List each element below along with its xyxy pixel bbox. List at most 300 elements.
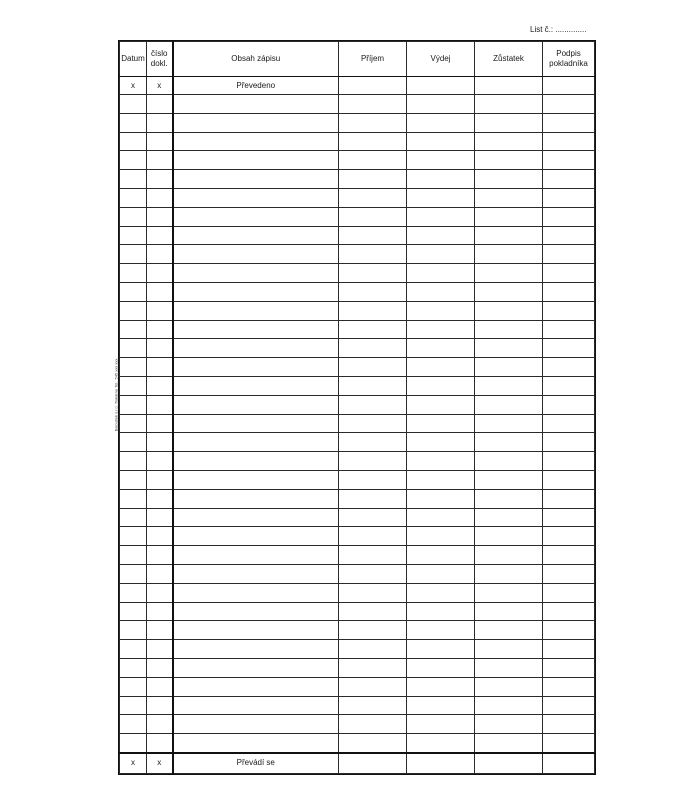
cell-income xyxy=(339,470,407,489)
cell-signature xyxy=(543,696,595,715)
carry-over-doc: x xyxy=(147,753,173,774)
cell-doc xyxy=(147,452,173,471)
cell-income xyxy=(339,602,407,621)
cell-income xyxy=(339,527,407,546)
cell-doc xyxy=(147,320,173,339)
cell-signature xyxy=(543,452,595,471)
carried-forward-row xyxy=(120,77,595,95)
cell-signature xyxy=(543,734,595,753)
carry-over-date: x xyxy=(120,753,147,774)
cell-doc xyxy=(147,414,173,433)
cell-income xyxy=(339,583,407,602)
printer-imprint: Baloušek s.r.o. Tiskárna Tel.: 545 xxx xxx xyxy=(113,358,119,432)
cell-expense xyxy=(407,113,475,132)
cell-expense xyxy=(407,433,475,452)
table-row xyxy=(120,282,595,301)
cell-doc xyxy=(147,95,173,114)
table-row xyxy=(120,583,595,602)
cell-date xyxy=(120,734,147,753)
cell-signature xyxy=(543,621,595,640)
table-row xyxy=(120,414,595,433)
cell-income xyxy=(339,245,407,264)
table-row xyxy=(120,508,595,527)
cell-content xyxy=(173,564,339,583)
cell-balance xyxy=(475,376,543,395)
cell-doc xyxy=(147,113,173,132)
cell-income xyxy=(339,677,407,696)
cell-doc xyxy=(147,677,173,696)
cell-balance xyxy=(475,301,543,320)
cell-expense xyxy=(407,170,475,189)
cell-signature xyxy=(543,583,595,602)
cell-doc xyxy=(147,489,173,508)
cell-expense xyxy=(407,395,475,414)
cell-doc xyxy=(147,170,173,189)
cell-content xyxy=(173,527,339,546)
cell-doc xyxy=(147,546,173,565)
cell-signature xyxy=(543,264,595,283)
carried-forward-label: Převedeno xyxy=(173,77,339,95)
header-expense: Výdej xyxy=(407,42,475,77)
cell-balance xyxy=(475,207,543,226)
cell-content xyxy=(173,395,339,414)
table-row xyxy=(120,151,595,170)
cell-expense xyxy=(407,358,475,377)
cell-income xyxy=(339,95,407,114)
table-row xyxy=(120,301,595,320)
table-row xyxy=(120,677,595,696)
cell-balance xyxy=(475,470,543,489)
cell-content xyxy=(173,470,339,489)
table-row xyxy=(120,433,595,452)
cell-balance xyxy=(475,452,543,471)
table-row xyxy=(120,132,595,151)
cell-date xyxy=(120,640,147,659)
cell-expense xyxy=(407,696,475,715)
cell-income xyxy=(339,546,407,565)
cell-income xyxy=(339,715,407,734)
cell-balance xyxy=(475,188,543,207)
cell-doc xyxy=(147,207,173,226)
cell-date xyxy=(120,527,147,546)
cell-content xyxy=(173,658,339,677)
cell-doc xyxy=(147,151,173,170)
cell-doc xyxy=(147,658,173,677)
cell-expense xyxy=(407,508,475,527)
cell-signature xyxy=(543,113,595,132)
cell-balance xyxy=(475,95,543,114)
cell-doc xyxy=(147,301,173,320)
cell-content xyxy=(173,546,339,565)
cell-signature xyxy=(543,395,595,414)
table-row xyxy=(120,264,595,283)
cell-income xyxy=(339,564,407,583)
cell-date xyxy=(120,188,147,207)
cell-date xyxy=(120,207,147,226)
cell-doc xyxy=(147,564,173,583)
cell-signature xyxy=(543,132,595,151)
cell-balance xyxy=(475,339,543,358)
cell-balance xyxy=(475,132,543,151)
cell-content xyxy=(173,677,339,696)
cell-content xyxy=(173,452,339,471)
table-row xyxy=(120,339,595,358)
header-content: Obsah zápisu xyxy=(173,42,339,77)
cell-date xyxy=(120,452,147,471)
cell-expense xyxy=(407,677,475,696)
table-row xyxy=(120,527,595,546)
cell-income xyxy=(339,207,407,226)
cell-signature xyxy=(543,282,595,301)
cell-signature xyxy=(543,527,595,546)
cell-content xyxy=(173,583,339,602)
table-row xyxy=(120,489,595,508)
cell-balance xyxy=(475,621,543,640)
cell-balance xyxy=(475,696,543,715)
cell-content xyxy=(173,207,339,226)
cell-date xyxy=(120,320,147,339)
cell-expense xyxy=(407,376,475,395)
carry-over-expense xyxy=(407,753,475,774)
cell-content xyxy=(173,301,339,320)
cell-income xyxy=(339,170,407,189)
cell-content xyxy=(173,489,339,508)
cell-income xyxy=(339,339,407,358)
cell-content xyxy=(173,696,339,715)
cell-content xyxy=(173,358,339,377)
table-row xyxy=(120,715,595,734)
cell-signature xyxy=(543,470,595,489)
cell-date xyxy=(120,696,147,715)
cell-doc xyxy=(147,583,173,602)
cell-doc xyxy=(147,602,173,621)
cell-doc xyxy=(147,433,173,452)
table-row xyxy=(120,245,595,264)
sheet-number-label: List č.: .............. xyxy=(530,25,587,34)
cell-signature xyxy=(543,414,595,433)
cell-date xyxy=(120,414,147,433)
cell-income xyxy=(339,696,407,715)
cell-signature xyxy=(543,207,595,226)
cell-expense xyxy=(407,95,475,114)
cell-expense xyxy=(407,602,475,621)
cell-date xyxy=(120,113,147,132)
table-row xyxy=(120,376,595,395)
table-header-row xyxy=(120,42,595,77)
cell-income xyxy=(339,320,407,339)
cell-content xyxy=(173,734,339,753)
cell-date xyxy=(120,151,147,170)
cell-doc xyxy=(147,715,173,734)
cell-balance xyxy=(475,546,543,565)
table-row xyxy=(120,188,595,207)
cell-balance xyxy=(475,658,543,677)
cell-date xyxy=(120,508,147,527)
cell-income xyxy=(339,640,407,659)
cell-income xyxy=(339,621,407,640)
cell-income xyxy=(339,113,407,132)
cell-signature xyxy=(543,376,595,395)
table-row xyxy=(120,564,595,583)
cell-income xyxy=(339,658,407,677)
cell-expense xyxy=(407,132,475,151)
cell-date xyxy=(120,264,147,283)
table-row xyxy=(120,226,595,245)
cell-expense xyxy=(407,339,475,358)
cell-balance xyxy=(475,489,543,508)
cell-signature xyxy=(543,95,595,114)
cell-content xyxy=(173,188,339,207)
cell-balance xyxy=(475,564,543,583)
cell-income xyxy=(339,395,407,414)
cell-income xyxy=(339,282,407,301)
carried-forward-date: x xyxy=(120,77,147,95)
cell-expense xyxy=(407,207,475,226)
cell-income xyxy=(339,264,407,283)
cell-doc xyxy=(147,339,173,358)
cell-date xyxy=(120,470,147,489)
cell-income xyxy=(339,414,407,433)
table-row xyxy=(120,696,595,715)
table-row xyxy=(120,95,595,114)
carry-over-signature xyxy=(543,753,595,774)
cell-doc xyxy=(147,696,173,715)
table-row xyxy=(120,546,595,565)
cell-doc xyxy=(147,282,173,301)
cell-doc xyxy=(147,226,173,245)
cell-doc xyxy=(147,264,173,283)
cell-income xyxy=(339,188,407,207)
cell-date xyxy=(120,433,147,452)
cell-doc xyxy=(147,188,173,207)
cell-date xyxy=(120,339,147,358)
cell-expense xyxy=(407,583,475,602)
carry-over-row xyxy=(120,753,595,774)
cell-signature xyxy=(543,433,595,452)
cell-doc xyxy=(147,376,173,395)
cell-balance xyxy=(475,508,543,527)
cell-income xyxy=(339,358,407,377)
cell-balance xyxy=(475,226,543,245)
cell-content xyxy=(173,95,339,114)
cell-doc xyxy=(147,358,173,377)
cell-content xyxy=(173,226,339,245)
cell-date xyxy=(120,301,147,320)
cell-signature xyxy=(543,339,595,358)
cell-doc xyxy=(147,527,173,546)
cell-balance xyxy=(475,113,543,132)
carried-forward-balance xyxy=(475,77,543,95)
cell-balance xyxy=(475,640,543,659)
cell-content xyxy=(173,245,339,264)
cell-signature xyxy=(543,715,595,734)
cell-content xyxy=(173,339,339,358)
cell-content xyxy=(173,433,339,452)
cell-signature xyxy=(543,320,595,339)
table-row xyxy=(120,358,595,377)
carry-over-label: Převádí se xyxy=(173,753,339,774)
table-row xyxy=(120,113,595,132)
table-row xyxy=(120,734,595,753)
cash-ledger-table xyxy=(119,41,595,774)
table-row xyxy=(120,320,595,339)
cell-expense xyxy=(407,414,475,433)
cell-expense xyxy=(407,188,475,207)
cell-signature xyxy=(543,546,595,565)
cell-signature xyxy=(543,358,595,377)
cell-expense xyxy=(407,282,475,301)
cell-expense xyxy=(407,564,475,583)
cell-expense xyxy=(407,621,475,640)
table-row xyxy=(120,640,595,659)
carried-forward-doc: x xyxy=(147,77,173,95)
cell-expense xyxy=(407,658,475,677)
cell-income xyxy=(339,452,407,471)
header-balance: Zůstatek xyxy=(475,42,543,77)
cell-income xyxy=(339,508,407,527)
cell-balance xyxy=(475,583,543,602)
cell-content xyxy=(173,113,339,132)
header-income: Příjem xyxy=(339,42,407,77)
cell-date xyxy=(120,564,147,583)
cell-signature xyxy=(543,564,595,583)
cell-income xyxy=(339,151,407,170)
cell-date xyxy=(120,715,147,734)
cell-signature xyxy=(543,151,595,170)
cell-date xyxy=(120,376,147,395)
cell-signature xyxy=(543,226,595,245)
cell-date xyxy=(120,245,147,264)
cell-balance xyxy=(475,527,543,546)
cell-date xyxy=(120,489,147,508)
table-row xyxy=(120,170,595,189)
cell-balance xyxy=(475,734,543,753)
cell-content xyxy=(173,621,339,640)
cell-content xyxy=(173,132,339,151)
cell-expense xyxy=(407,245,475,264)
cell-date xyxy=(120,677,147,696)
cell-signature xyxy=(543,508,595,527)
cell-income xyxy=(339,489,407,508)
table-row xyxy=(120,395,595,414)
cell-expense xyxy=(407,320,475,339)
cell-doc xyxy=(147,132,173,151)
cell-income xyxy=(339,301,407,320)
carried-forward-signature xyxy=(543,77,595,95)
cell-date xyxy=(120,602,147,621)
cell-content xyxy=(173,376,339,395)
cell-expense xyxy=(407,527,475,546)
cell-date xyxy=(120,95,147,114)
cell-date xyxy=(120,621,147,640)
cell-balance xyxy=(475,414,543,433)
cell-expense xyxy=(407,452,475,471)
cell-expense xyxy=(407,151,475,170)
cell-content xyxy=(173,508,339,527)
cell-signature xyxy=(543,602,595,621)
cell-expense xyxy=(407,264,475,283)
cell-expense xyxy=(407,546,475,565)
cell-doc xyxy=(147,245,173,264)
cell-expense xyxy=(407,301,475,320)
cell-signature xyxy=(543,640,595,659)
cell-balance xyxy=(475,245,543,264)
cell-date xyxy=(120,170,147,189)
cell-signature xyxy=(543,301,595,320)
cell-date xyxy=(120,226,147,245)
cell-date xyxy=(120,282,147,301)
carry-over-income xyxy=(339,753,407,774)
cell-balance xyxy=(475,320,543,339)
cell-signature xyxy=(543,170,595,189)
header-signature: Podpis pokladníka xyxy=(543,42,595,77)
cell-expense xyxy=(407,489,475,508)
cell-doc xyxy=(147,734,173,753)
cell-balance xyxy=(475,282,543,301)
cell-signature xyxy=(543,245,595,264)
cell-date xyxy=(120,583,147,602)
cell-date xyxy=(120,132,147,151)
cell-income xyxy=(339,132,407,151)
cell-income xyxy=(339,433,407,452)
cell-content xyxy=(173,414,339,433)
cell-content xyxy=(173,282,339,301)
table-row xyxy=(120,452,595,471)
cell-date xyxy=(120,658,147,677)
cell-date xyxy=(120,358,147,377)
carried-forward-income xyxy=(339,77,407,95)
cell-expense xyxy=(407,226,475,245)
cell-content xyxy=(173,715,339,734)
cell-signature xyxy=(543,188,595,207)
table-row xyxy=(120,470,595,489)
table-row xyxy=(120,658,595,677)
cell-signature xyxy=(543,677,595,696)
cell-balance xyxy=(475,264,543,283)
table-row xyxy=(120,602,595,621)
cell-balance xyxy=(475,170,543,189)
cell-expense xyxy=(407,734,475,753)
cell-income xyxy=(339,226,407,245)
cell-income xyxy=(339,376,407,395)
table-row xyxy=(120,207,595,226)
cell-expense xyxy=(407,715,475,734)
cell-balance xyxy=(475,677,543,696)
carry-over-balance xyxy=(475,753,543,774)
cell-content xyxy=(173,320,339,339)
cell-balance xyxy=(475,433,543,452)
cell-signature xyxy=(543,489,595,508)
cell-doc xyxy=(147,470,173,489)
cell-date xyxy=(120,546,147,565)
cell-expense xyxy=(407,640,475,659)
cell-balance xyxy=(475,151,543,170)
cell-content xyxy=(173,640,339,659)
cell-income xyxy=(339,734,407,753)
header-doc-number: číslo dokl. xyxy=(147,42,173,77)
cell-content xyxy=(173,170,339,189)
cell-balance xyxy=(475,358,543,377)
cell-signature xyxy=(543,658,595,677)
cell-content xyxy=(173,151,339,170)
cell-balance xyxy=(475,395,543,414)
cell-doc xyxy=(147,395,173,414)
cell-content xyxy=(173,264,339,283)
cell-balance xyxy=(475,602,543,621)
header-date: Datum xyxy=(120,42,147,77)
cell-content xyxy=(173,602,339,621)
carried-forward-expense xyxy=(407,77,475,95)
